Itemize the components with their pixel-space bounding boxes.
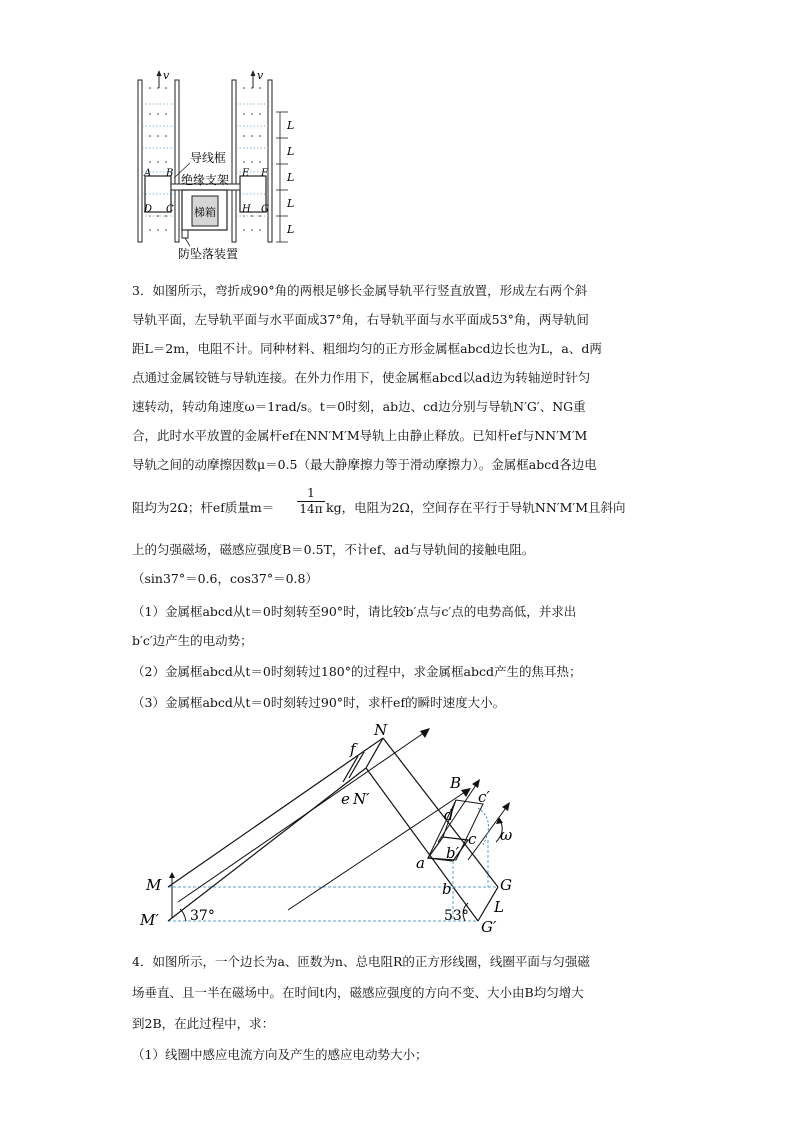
frame-arrowhead-2: [502, 802, 510, 811]
label-cp: c′: [478, 788, 490, 806]
q3-line-5: 速转动，转动角速度ω＝1rad/s。t＝0时刻，ab边、cd边分别与导轨N′G′、NG重: [132, 399, 586, 414]
elevator-figure: [128, 66, 318, 262]
label-f: f: [350, 740, 356, 758]
mass-fraction: [297, 486, 325, 517]
label-G: G: [500, 876, 512, 894]
anti-fall-label: 防坠落装置: [178, 247, 239, 261]
velocity-arrowhead-left: [157, 70, 162, 76]
label-A: A: [144, 168, 152, 179]
M-indicator-head: [169, 872, 175, 878]
label-B: B: [450, 774, 462, 792]
label-d: d: [444, 806, 454, 824]
anti-fall-pointer: [185, 238, 190, 246]
label-Mp: M′: [140, 911, 159, 929]
q4-line-1: 4．如图所示，一个边长为a、匝数为n、总电阻R的正方形线圈，线圈平面与匀强磁: [132, 954, 590, 969]
q4-line-3: 到2B，在此过程中，求：: [132, 1016, 275, 1031]
right-rail-outer: [232, 80, 236, 242]
q3-line-1: 3．如图所示，弯折成90°角的两根足够长金属导轨平行竖直放置，形成左右两个斜: [132, 283, 588, 298]
label-bp: b′: [446, 844, 460, 862]
rail-MpNp: [168, 768, 366, 921]
rail-NNp: [366, 738, 383, 768]
label-D: D: [144, 204, 153, 215]
label-H: H: [242, 204, 251, 215]
label-angle37: 37°: [190, 908, 215, 924]
rail-NG: [383, 738, 498, 887]
q3-line-10: （sin37°＝0.6，cos37°＝0.8）: [132, 571, 318, 586]
rail-MN: [168, 738, 383, 887]
anti-fall-device: [182, 230, 188, 238]
q3-part-1: （1）金属框abcd从t＝0时刻转至90°时，请比较b′点与c′点的电势高低，并求出: [132, 604, 577, 619]
fraction-denominator: 14π: [299, 502, 323, 516]
label-Np: N′: [353, 790, 370, 808]
label-omega: ω: [500, 826, 513, 844]
q3-line-8b: kg，电阻为2Ω，空间存在平行于导轨NN′M′M且斜向: [326, 500, 626, 515]
velocity-arrowhead-right: [251, 70, 256, 76]
label-Gp: G′: [481, 918, 497, 935]
label-e: e: [341, 790, 350, 808]
label-c: c: [468, 830, 477, 848]
q3-part-2: （2）金属框abcd从t＝0时刻转过180°的过程中，求金属框abcd产生的焦耳热；: [132, 664, 582, 679]
label-C: C: [166, 204, 174, 215]
label-E: E: [242, 168, 250, 179]
right-rail-inner: [268, 80, 272, 242]
L-label-4: L: [287, 197, 295, 210]
label-a: a: [416, 854, 425, 872]
label-G: G: [261, 204, 269, 215]
field-arrowhead-1: [420, 728, 430, 738]
left-rail-inner: [175, 80, 179, 242]
q3-line-8a: 阻均为2Ω；杆ef质量m＝: [132, 500, 275, 515]
label-B: B: [166, 168, 174, 179]
v-label-left: v: [163, 69, 170, 82]
q3-part-3: （3）金属框abcd从t＝0时刻转过90°时，求杆ef的瞬时速度大小。: [132, 695, 506, 710]
q3-line-4: 点通过金属铰链与导轨连接。在外力作用下，使金属框abcd以ad边为转轴逆时针匀: [132, 370, 591, 385]
L-label-3: L: [287, 171, 295, 184]
v-label-right: v: [257, 69, 264, 82]
q4-part-1: （1）线圈中感应电流方向及产生的感应电动势大小；: [132, 1047, 428, 1062]
label-b: b: [442, 880, 452, 898]
q3-part-1-cont: b′c′边产生的电动势；: [132, 633, 253, 648]
label-angle53: 53°: [444, 908, 469, 924]
frame-arrowhead: [472, 779, 480, 788]
field-arrow-line-1: [178, 730, 428, 902]
q3-line-7: 导轨之间的动摩擦因数μ＝0.5（最大静摩擦力等于滑动摩擦力）。金属框abcd各边电: [132, 457, 597, 472]
label-L: L: [494, 898, 504, 916]
q3-line-3: 距L＝2m，电阻不计。同种材料、粗细均匀的正方形金属框abcd边长也为L，a、d两: [132, 341, 602, 356]
left-rail-outer: [138, 80, 142, 242]
label-M: M: [146, 876, 162, 894]
elevator-car-label: 梯箱: [194, 206, 216, 219]
L-label-5: L: [287, 223, 295, 236]
inclined-rails-figure: [138, 720, 538, 935]
q4-line-2: 场垂直、且一半在磁场中。在时间t内，磁感应强度的方向不变、大小由B均匀增大: [132, 985, 584, 1000]
rail-NpGp: [366, 768, 478, 921]
fraction-numerator: 1: [297, 486, 325, 502]
insulating-bracket-label: 绝缘支架: [181, 173, 230, 187]
q3-line-2: 导轨平面，左导轨平面与水平面成37°角，右导轨平面与水平面成53°角，两导轨间: [132, 312, 589, 327]
q3-line-6: 合，此时水平放置的金属杆ef在NN′M′M导轨上由静止释放。已知杆ef与NN′M′M: [132, 428, 588, 443]
q3-line-9: 上的匀强磁场，磁感应强度B＝0.5T，不计ef、ad与导轨间的接触电阻。: [132, 542, 535, 557]
wire-frame-label: 导线框: [190, 151, 227, 165]
label-F: F: [261, 168, 268, 179]
L-label-2: L: [287, 145, 295, 158]
L-label-1: L: [287, 119, 295, 132]
label-N: N: [374, 721, 388, 739]
